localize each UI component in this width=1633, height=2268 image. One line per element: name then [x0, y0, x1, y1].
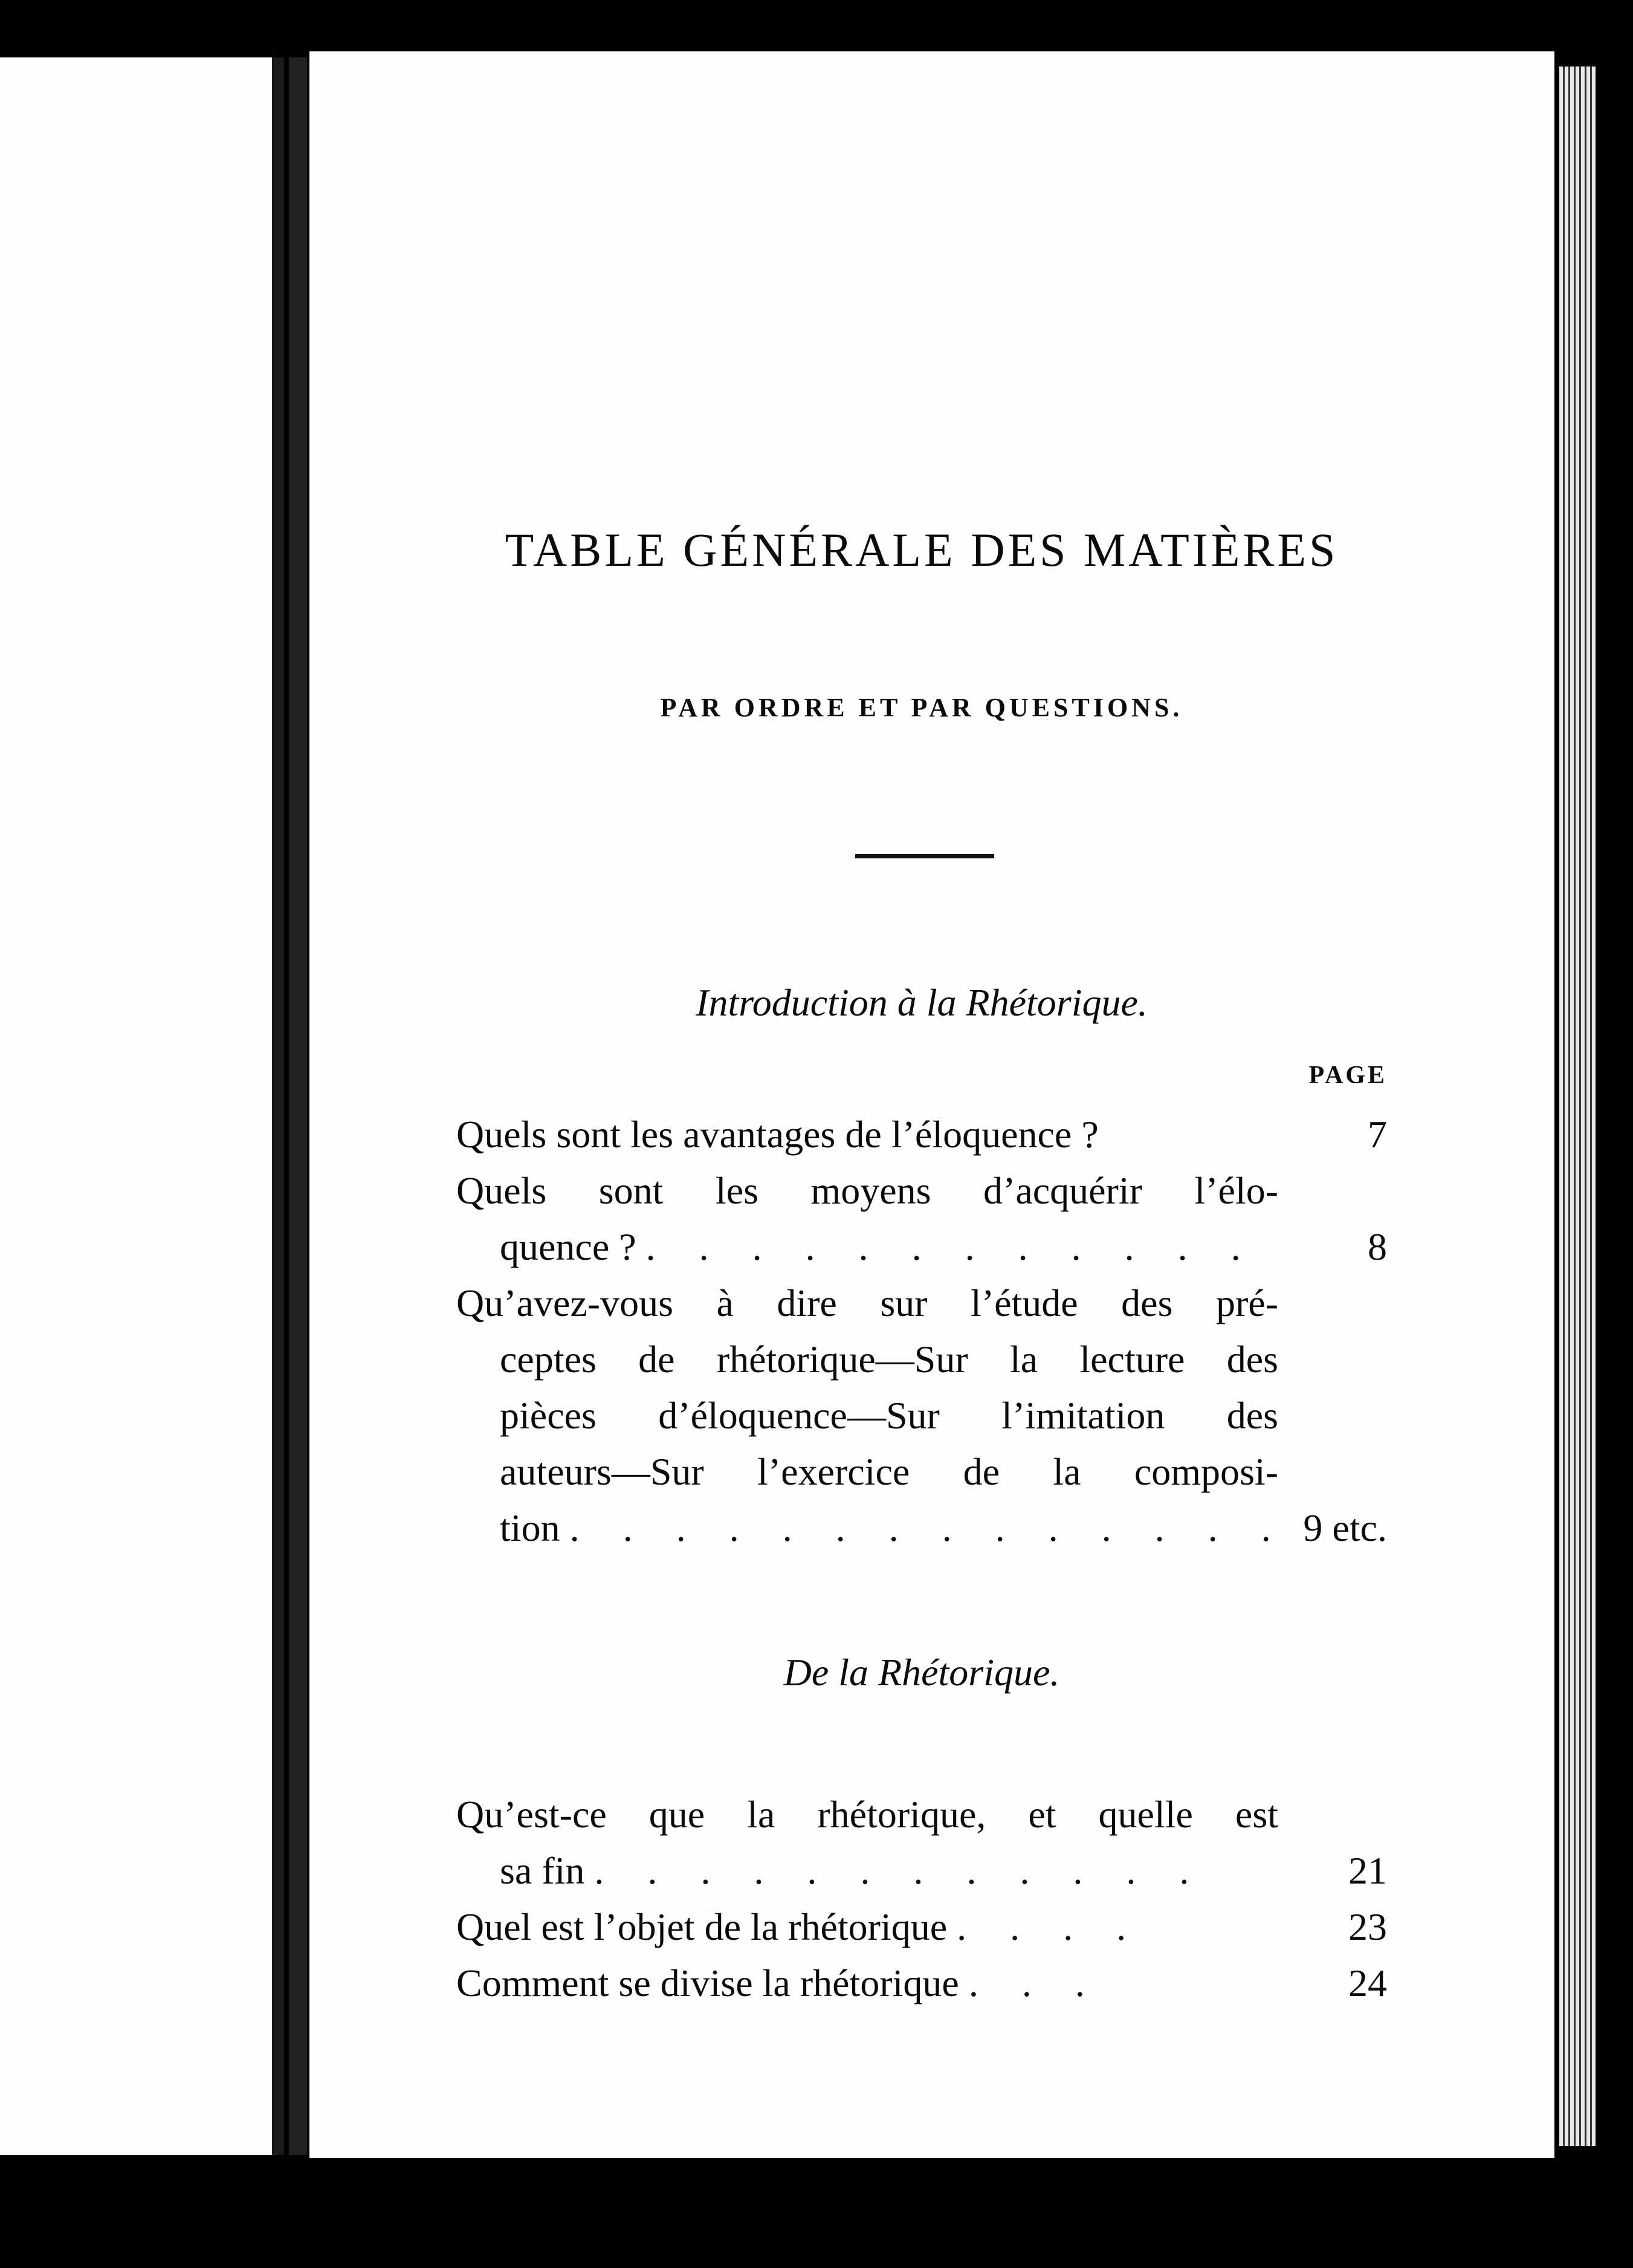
left-page-fragment — [0, 57, 284, 2155]
book-spine — [289, 57, 307, 2155]
toc-entry[interactable] — [456, 1106, 1387, 1162]
section-heading-introduction: Introduction à la Rhétorique. — [696, 981, 1148, 1024]
toc-leaders: . . . . . . . . . . . . . . — [569, 1506, 1288, 1549]
toc-entry[interactable] — [456, 1162, 1387, 1275]
toc-entry-line: Quel est l’objet de la rhétorique . . . . 23 — [456, 1899, 1387, 1955]
toc-leaders: . . . . . . . . . . . . — [645, 1225, 1258, 1268]
toc-entry-line: tion . . . . . . . . . . . . . . 9 etc. — [456, 1500, 1387, 1556]
toc-entry-line: auteurs—Sur l’exercice de la composi- — [500, 1450, 1278, 1493]
toc-entry-line: pièces d’éloquence—Sur l’imitation des — [500, 1394, 1278, 1437]
toc-entry-page: 24 — [1348, 1962, 1387, 2004]
toc-entry-page: 23 — [1348, 1905, 1387, 1948]
page-column-header: PAGE — [1308, 1061, 1387, 1089]
toc-entry-page: 8 — [1368, 1225, 1387, 1268]
page-edges — [1559, 66, 1596, 2146]
toc-entry-line: ceptes de rhétorique—Sur la lecture des — [500, 1338, 1278, 1381]
toc-entry[interactable] — [456, 1899, 1387, 1955]
toc-entry-line: Comment se divise la rhétorique . . . 24 — [456, 1955, 1387, 2011]
toc-entry-line: Qu’avez-vous à dire sur l’étude des pré- — [456, 1281, 1278, 1324]
toc-entry[interactable] — [456, 1786, 1387, 1899]
toc-entry-page: 21 — [1348, 1849, 1387, 1892]
toc-leaders: . . . . . . . . . . . . — [594, 1849, 1206, 1892]
toc-entry-line: Quels sont les avantages de l’éloquence ? 7 — [456, 1106, 1387, 1162]
toc-entry[interactable] — [456, 1955, 1387, 2011]
page-subtitle: PAR ORDRE ET PAR QUESTIONS. — [660, 693, 1183, 722]
toc-leaders: . . . — [968, 1962, 1102, 2004]
toc-entry-line: Quels sont les moyens d’acquérir l’élo- — [456, 1169, 1278, 1212]
left-page-gutter — [272, 57, 284, 2155]
toc-leaders: . . . . — [957, 1905, 1143, 1948]
toc-entry-line: quence ? . . . . . . . . . . . . 8 — [456, 1219, 1387, 1275]
section-heading-rhetorique: De la Rhétorique. — [783, 1651, 1060, 1694]
page-title: TABLE GÉNÉRALE DES MATIÈRES — [505, 523, 1339, 576]
toc-entry-line: Qu’est-ce que la rhétorique, et quelle est — [456, 1793, 1278, 1836]
toc-entry-line: sa fin . . . . . . . . . . . . 21 — [456, 1842, 1387, 1899]
title-rule — [855, 854, 994, 858]
toc-entry[interactable] — [456, 1275, 1387, 1556]
toc-entry-page: 9 etc. — [1303, 1506, 1387, 1549]
toc-entry-page: 7 — [1368, 1113, 1387, 1156]
